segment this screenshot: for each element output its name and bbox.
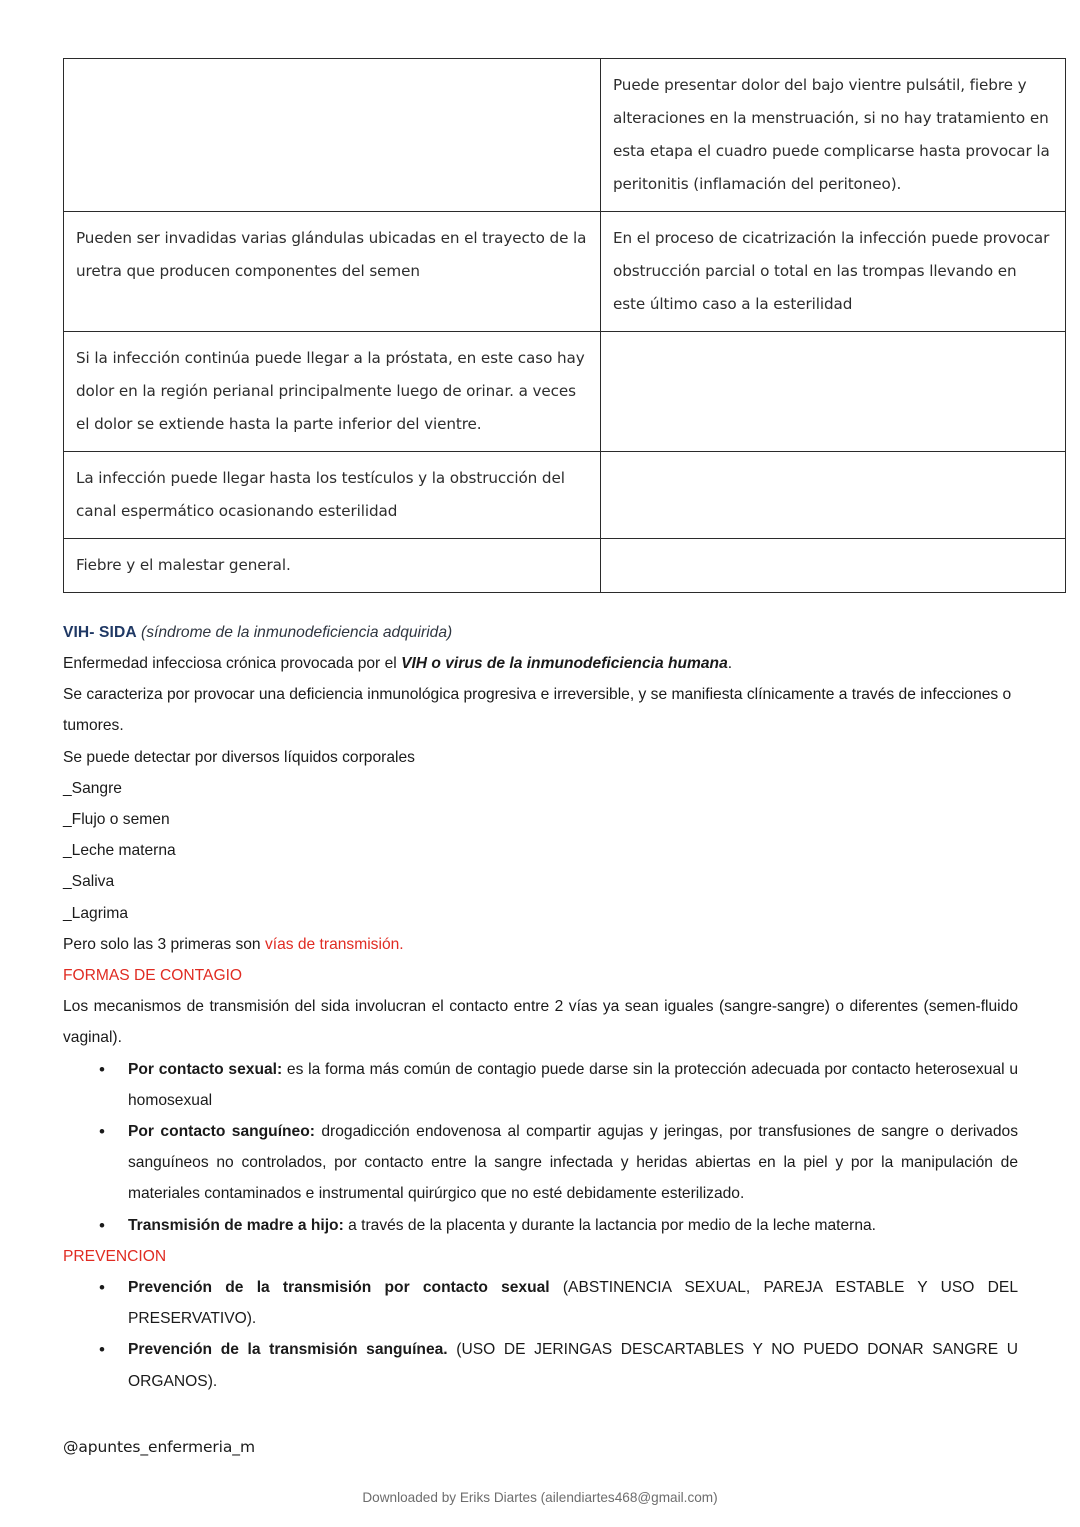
vih-sida-subtitle: (síndrome de la inmunodeficiencia adquirida) bbox=[141, 624, 453, 641]
table-row bbox=[64, 539, 1066, 593]
table-row bbox=[64, 332, 1066, 452]
fluid-item-sangre: _Sangre bbox=[63, 779, 122, 797]
list-item-text: (ABSTINENCIA SEXUAL, PAREJA ESTABLE Y USO DEL PRESERVATIVO). bbox=[128, 1279, 1018, 1328]
intro-line-1-prefix: Enfermedad infecciosa crónica provocada por el bbox=[63, 655, 402, 672]
intro-line-1-bold: VIH o virus de la inmunodeficiencia humana bbox=[401, 655, 728, 672]
table-cell-right bbox=[601, 332, 1066, 452]
list-item bbox=[63, 1054, 1018, 1116]
table-cell-left: Fiebre y el malestar general. bbox=[64, 539, 601, 593]
list-item-text: drogadicción endovenosa al compartir agujas y jeringas, por transfusiones de sangre o derivados sanguíneos no controlados, por contacto entre la sangre infectada y heridas abiertas en la piel y por la manipulación de materiales contaminados e instrumental quirúrgico que no esté debidamente esterilizado. bbox=[128, 1123, 1018, 1203]
formas-de-contagio-heading: FORMAS DE CONTAGIO bbox=[63, 967, 243, 985]
list-item-label: Por contacto sanguíneo: bbox=[128, 1123, 315, 1141]
intro-line-1 bbox=[63, 648, 1018, 679]
table-body bbox=[64, 59, 1066, 593]
transmission-note-highlight: vías de transmisión. bbox=[264, 935, 404, 953]
table-row bbox=[64, 452, 1066, 539]
bullet-icon: • bbox=[99, 1215, 105, 1235]
transmission-note bbox=[63, 929, 1018, 960]
intro-line-2: Se caracteriza por provocar una deficiencia inmunológica progresiva e irreversible, y se manifiesta clínicamente a través de infecciones o tumores. bbox=[63, 686, 1012, 735]
list-item-text: a través de la placenta y durante la lactancia por medio de la leche materna. bbox=[343, 1216, 877, 1234]
list-item-label: Transmisión de madre a hijo: bbox=[128, 1216, 344, 1234]
table-cell-left: Si la infección continúa puede llegar a la próstata, en este caso hay dolor en la región perianal principalmente luego de orinar. a veces el dolor se extiende hasta la parte inferior del vientre. bbox=[64, 332, 601, 452]
fluid-item-flujo-semen: _Flujo o semen bbox=[63, 811, 170, 829]
intro-line-3: Se puede detectar por diversos líquidos corporales bbox=[63, 748, 415, 766]
table-cell-left: Pueden ser invadidas varias glándulas ubicadas en el trayecto de la uretra que producen componentes del semen bbox=[64, 212, 601, 332]
list-item-text: es la forma más común de contagio puede darse sin la protección adecuada por contacto heterosexual u homosexual bbox=[128, 1060, 1018, 1109]
list-item-label: Prevención de la transmisión por contacto sexual bbox=[128, 1279, 550, 1297]
document-body bbox=[63, 617, 1018, 1397]
contagio-bullet-list bbox=[63, 1054, 1018, 1241]
intro-line-1-suffix: . bbox=[727, 655, 733, 672]
list-item bbox=[63, 1334, 1018, 1396]
table-cell-right bbox=[601, 539, 1066, 593]
prevencion-bullet-list bbox=[63, 1272, 1018, 1397]
author-handle: @apuntes_enfermeria_m bbox=[63, 1438, 255, 1456]
prevencion-heading: PREVENCION bbox=[63, 1247, 167, 1265]
vih-sida-heading bbox=[63, 617, 1018, 648]
fluid-item-lagrima: _Lagrima bbox=[63, 904, 129, 922]
table-cell-left: La infección puede llegar hasta los testículos y la obstrucción del canal espermático ocasionando esterilidad bbox=[64, 452, 601, 539]
list-item bbox=[63, 1116, 1018, 1210]
fluid-item-saliva: _Saliva bbox=[63, 873, 115, 891]
list-item bbox=[63, 1272, 1018, 1334]
table-cell-right bbox=[601, 452, 1066, 539]
list-item-label: Por contacto sexual: bbox=[128, 1060, 283, 1078]
vih-sida-title: VIH- SIDA bbox=[63, 624, 137, 641]
download-footer: Downloaded by Eriks Diartes (ailendiartes468@gmail.com) bbox=[362, 1490, 718, 1505]
contagio-paragraph: Los mecanismos de transmisión del sida involucran el contacto entre 2 vías ya sean iguales (sangre-sangre) o diferentes (semen-fluido vaginal). bbox=[63, 998, 1018, 1047]
table-cell-right: En el proceso de cicatrización la infección puede provocar obstrucción parcial o total en las trompas llevando en este último caso a la esterilidad bbox=[601, 212, 1066, 332]
symptoms-table bbox=[63, 58, 1066, 593]
transmission-note-prefix: Pero solo las 3 primeras son bbox=[63, 935, 265, 953]
bullet-icon: • bbox=[99, 1278, 105, 1298]
table-row bbox=[64, 212, 1066, 332]
bullet-icon: • bbox=[99, 1122, 105, 1142]
table-cell-left bbox=[64, 59, 601, 212]
table-cell-right: Puede presentar dolor del bajo vientre pulsátil, fiebre y alteraciones en la menstruación, si no hay tratamiento en esta etapa el cuadro puede complicarse hasta provocar la peritonitis (inflamación del peritoneo). bbox=[601, 59, 1066, 212]
list-item-label: Prevención de la transmisión sanguínea. bbox=[128, 1341, 448, 1359]
bullet-icon: • bbox=[99, 1340, 105, 1360]
list-item bbox=[63, 1210, 1018, 1241]
table-row bbox=[64, 59, 1066, 212]
list-item-text: (USO DE JERINGAS DESCARTABLES Y NO PUEDO DONAR SANGRE U ORGANOS). bbox=[128, 1341, 1018, 1390]
fluid-item-leche-materna: _Leche materna bbox=[63, 842, 176, 860]
bullet-icon: • bbox=[99, 1059, 105, 1079]
